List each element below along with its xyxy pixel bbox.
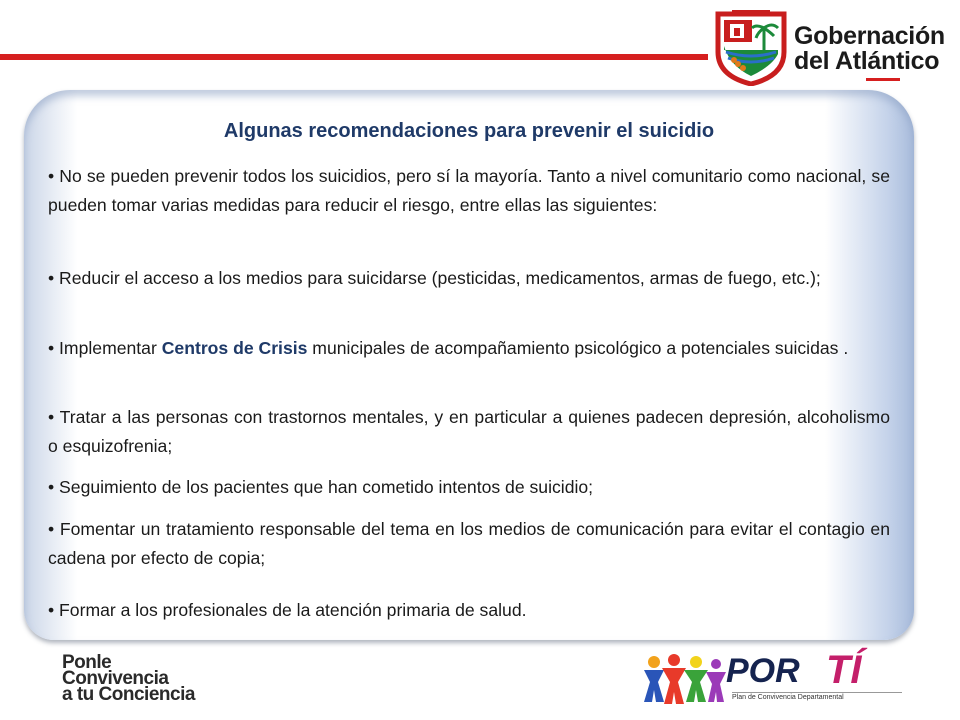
ponle-convivencia-logo — [62, 652, 352, 705]
list-item: • Fomentar un tratamiento responsable del tema en los medios de comunicación para evitar el contagio en cadena por efecto de copia; — [48, 519, 890, 568]
coat-of-arms-icon — [712, 6, 790, 86]
header-red-bar — [0, 54, 708, 60]
list-item: • Formar a los profesionales de la atención primaria de salud. — [48, 600, 527, 620]
ponle-line-1: Ponle — [62, 652, 112, 673]
list-item: • Reducir el acceso a los medios para suicidarse (pesticidas, medicamentos, armas de fuego, etc.); — [48, 268, 821, 288]
porti-wordmark-accent: TÍ — [826, 648, 862, 692]
item-prefix: • Implementar — [48, 338, 162, 358]
ponle-line-2: Convivencia — [62, 668, 169, 689]
ponle-line-3: a tu Conciencia — [62, 684, 195, 705]
list-item: • Tratar a las personas con trastornos mentales, y en particular a quienes padecen depresión, alcoholismo o esquizofrenia; — [48, 407, 890, 456]
list-item: • Seguimiento de los pacientes que han cometido intentos de suicidio; — [48, 477, 594, 497]
panel-title: Algunas recomendaciones para prevenir el suicidio — [223, 120, 715, 142]
porti-logo — [640, 650, 910, 710]
list-item — [48, 334, 890, 363]
people-figures-icon — [640, 652, 726, 708]
gobernacion-logo — [708, 4, 960, 88]
logo-underline — [866, 78, 900, 81]
item-suffix: municipales de acompañamiento psicológico a potenciales suicidas . — [307, 338, 849, 358]
porti-subtitle: Plan de Convivencia Departamental — [732, 692, 902, 701]
gobernacion-wordmark — [794, 24, 945, 74]
logo-line-2: del Atlántico — [794, 47, 940, 75]
recommendations-panel — [24, 90, 914, 640]
highlight-text: Centros de Crisis — [161, 338, 308, 358]
list-item: • No se pueden prevenir todos los suicidios, pero sí la mayoría. Tanto a nivel comunitario como nacional, se pueden tomar varias medidas para reducir el riesgo, entre ellas las siguientes: — [48, 166, 890, 215]
porti-wordmark-main: POR — [726, 652, 800, 690]
logo-line-1: Gobernación — [794, 22, 945, 50]
